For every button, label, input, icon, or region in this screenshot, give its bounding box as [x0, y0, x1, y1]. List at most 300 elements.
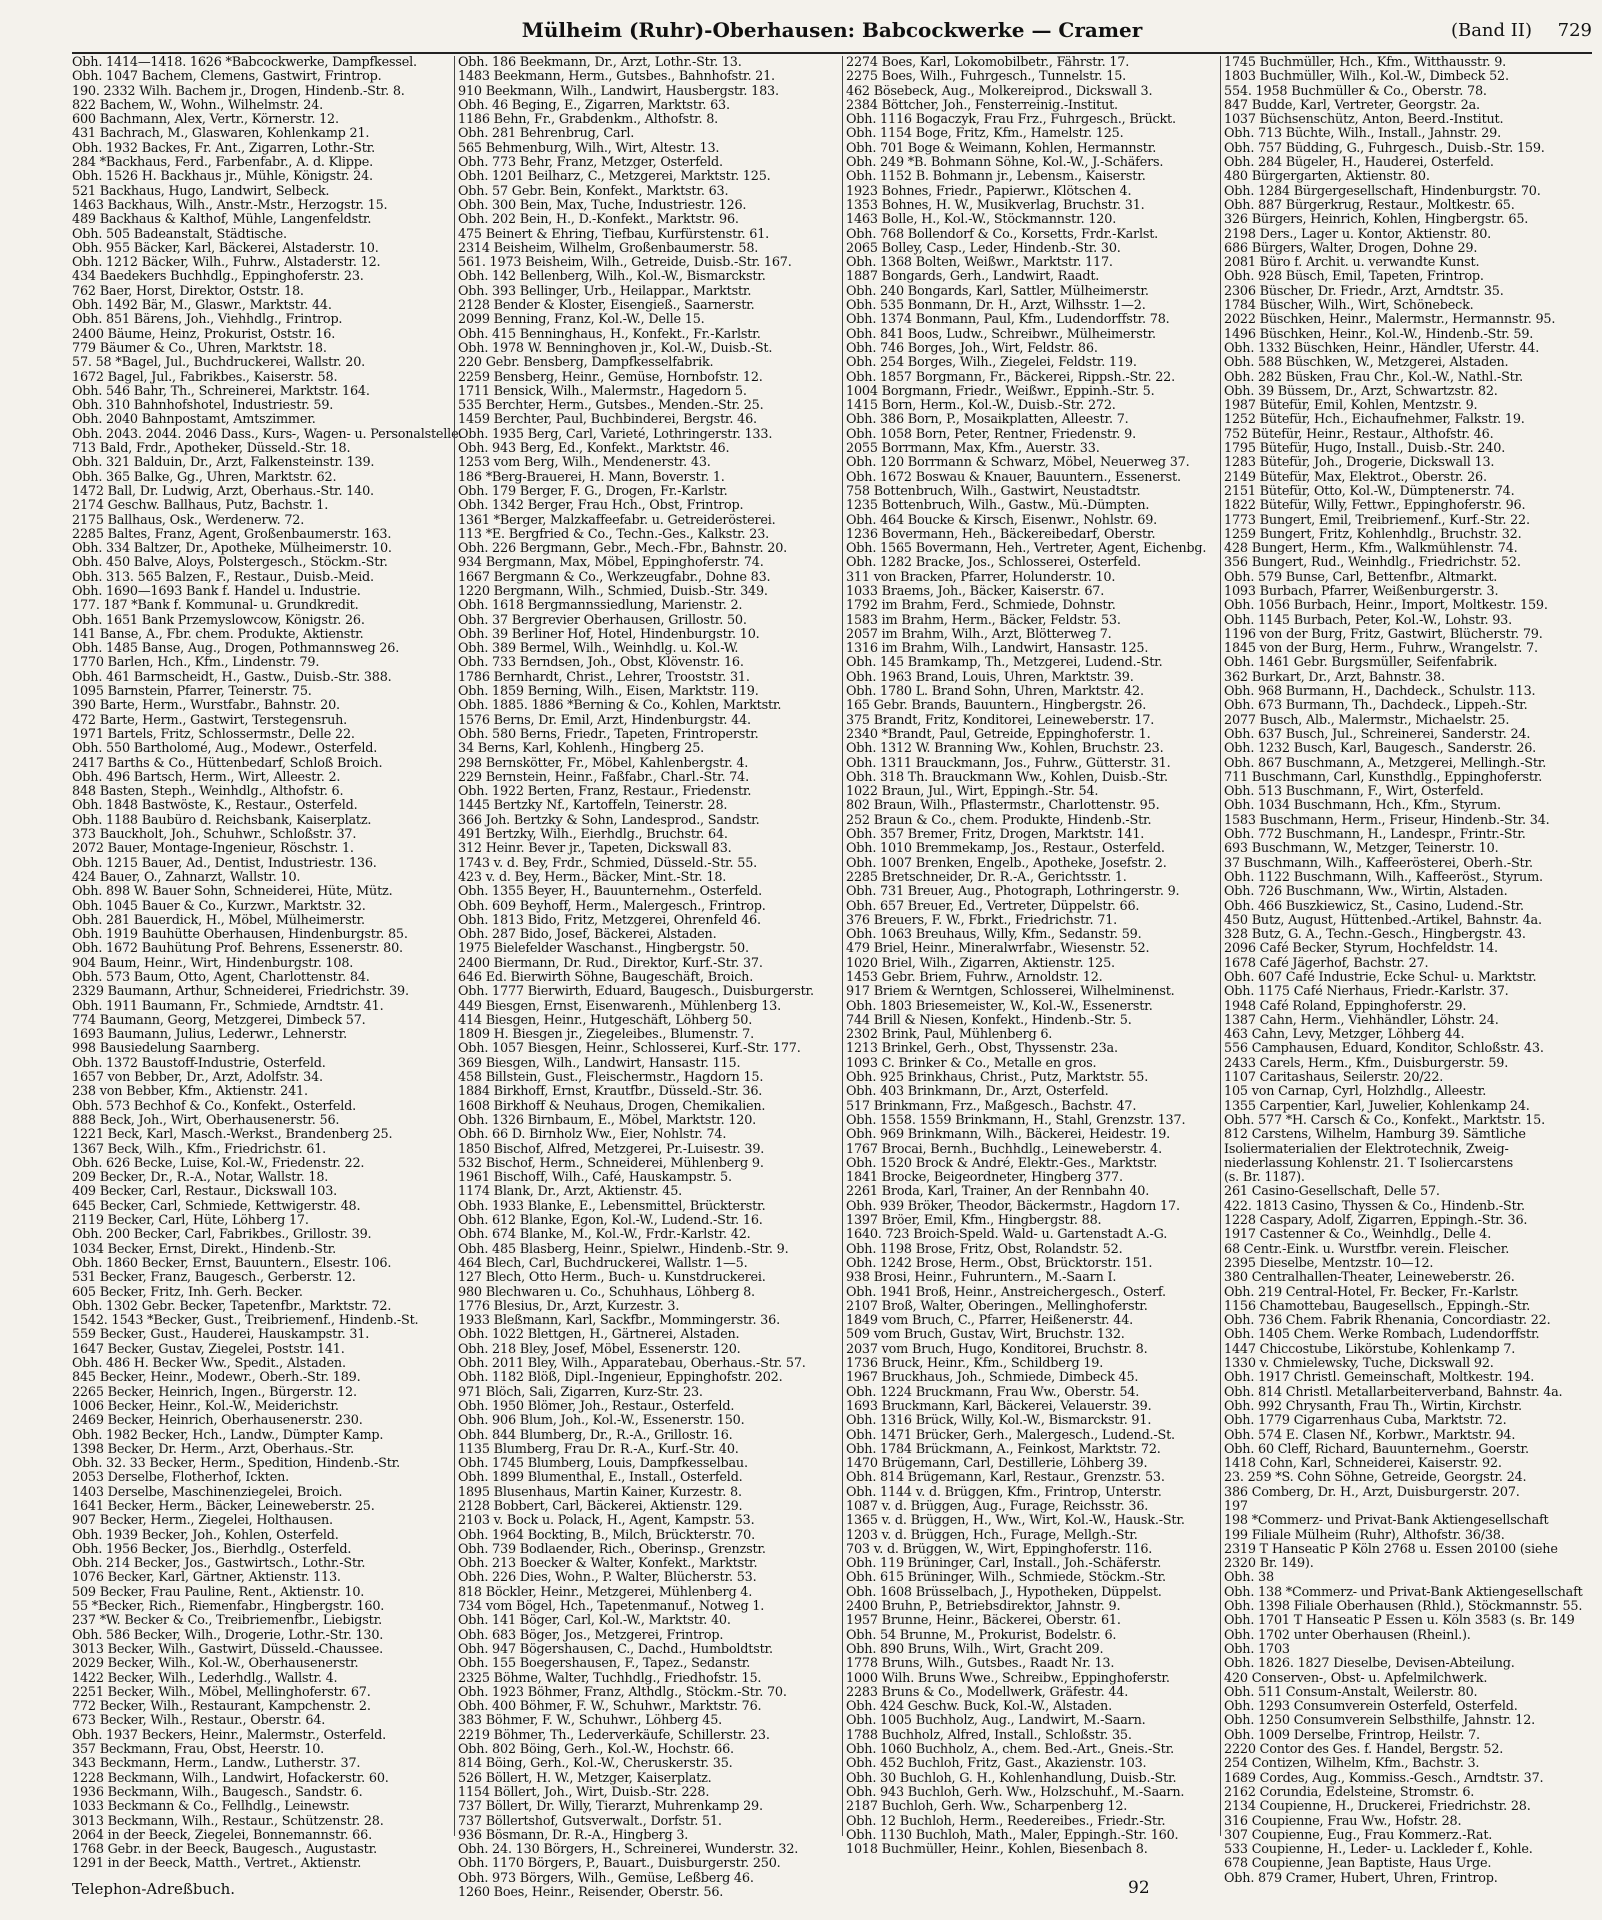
directory-entry: 703 v. d. Brüggen, W., Wirt, Eppinghoferstr. 116. [846, 1541, 1153, 1557]
directory-entry: 1667 Bergmann & Co., Werkzeugfabr., Dohne 83. [458, 569, 771, 585]
directory-entry: 2400 Bäume, Heinz, Prokurist, Oststr. 16. [72, 326, 336, 342]
directory-entry: Obh. 120 Borrmann & Schwarz, Möbel, Neuerweg 37. [846, 455, 1190, 471]
directory-entry: 1583 Buschmann, Herm., Friseur, Hindenb.-Str. 34. [1224, 812, 1550, 828]
directory-entry: (s. Br. 1187). [1224, 1170, 1305, 1186]
directory-entry: 971 Blöch, Sali, Zigarren, Kurz-Str. 23. [458, 1384, 703, 1400]
directory-entry: 2219 Böhmer, Th., Lederverkäufe, Schillerstr. 23. [458, 1727, 770, 1743]
directory-entry: Obh. 1923 Böhmer, Franz, Althdlg., Stöckm.-Str. 70. [458, 1684, 787, 1700]
directory-entry: Obh. 969 Brinkmann, Wilh., Bäckerei, Heidestr. 19. [846, 1127, 1171, 1143]
directory-entry: 1788 Buchholz, Alfred, Install., Schloßstr. 35. [846, 1727, 1132, 1743]
directory-entry: Obh. 1045 Bauer & Co., Kurzwr., Marktstr. 32. [72, 898, 366, 914]
directory-entry: 2096 Café Becker, Styrum, Hochfeldstr. 14. [1224, 941, 1498, 957]
directory-entry: Obh. 1492 Bär, M., Glaswr., Marktstr. 44. [72, 298, 332, 314]
directory-entry: 1365 v. d. Brüggen, H., Ww., Wirt, Kol.-W., Hausk.-Str. [846, 1513, 1185, 1529]
directory-entry: 2162 Corundia, Edelsteine, Stromstr. 6. [1224, 1784, 1475, 1800]
directory-entry: Obh. 1116 Bogaczyk, Frau Frz., Fuhrgesch., Brückt. [846, 112, 1176, 128]
directory-entry: 713 Bald, Frdr., Apotheker, Düsseld.-Str. 18. [72, 441, 351, 457]
directory-entry: Obh. 588 Büschken, W., Metzgerei, Alstaden. [1224, 355, 1509, 371]
directory-entry: Obh. 906 Blum, Joh., Kol.-W., Essenerstr. 150. [458, 1413, 745, 1429]
directory-entry: Obh. 1312 W. Branning Ww., Kohlen, Bruchstr. 23. [846, 741, 1164, 757]
directory-entry: Obh. 579 Bunse, Carl, Bettenfbr., Altmarkt. [1224, 569, 1498, 585]
directory-entry: Obh. 318 Th. Brauckmann Ww., Kohlen, Duisb.-Str. [846, 769, 1168, 785]
directory-entry: Obh. 60 Cleff, Richard, Bauunternehm., Goerstr. [1224, 1441, 1529, 1457]
directory-entry: 311 von Bracken, Pfarrer, Holunderstr. 10. [846, 569, 1116, 585]
directory-entry: Obh. 2040 Bahnpostamt, Amtszimmer. [72, 412, 316, 428]
directory-entry: 645 Becker, Carl, Schmiede, Kettwigerstr. 48. [72, 1198, 361, 1214]
directory-entry: Obh. 657 Breuer, Ed., Vertreter, Düppelstr. 66. [846, 898, 1140, 914]
directory-entry: Obh. 393 Bellinger, Urb., Heilappar., Marktstr. [458, 283, 752, 299]
directory-entry: 2064 in der Beeck, Ziegelei, Bonnemannstr. 66. [72, 1827, 372, 1843]
directory-entry: Obh. 731 Breuer, Aug., Photograph, Lothringerstr. 9. [846, 884, 1180, 900]
directory-entry: Obh. 1651 Bank Przemyslowcow, Königstr. 26. [72, 612, 365, 628]
directory-entry: 409 Becker, Carl, Restaur., Dickswall 103. [72, 1184, 338, 1200]
directory-entry: Obh. 673 Burmann, Th., Dachdeck., Lippeh.-Str. [1224, 698, 1528, 714]
directory-entry: Obh. 281 Bauerdick, H., Möbel, Mülheimerstr. [72, 912, 365, 928]
directory-entry: Obh. 1964 Bockting, B., Milch, Brückterstr. 70. [458, 1527, 755, 1543]
directory-entry: Obh. 1057 Biesgen, Heinr., Schlosserei, Kurf.-Str. 177. [458, 1041, 801, 1057]
directory-entry: 414 Biesgen, Heinr., Hutgeschäft, Löhberg 50. [458, 1012, 753, 1028]
directory-entry: Obh. 973 Börgers, Wilh., Gemüse, Leßberg 46. [458, 1870, 754, 1886]
directory-entry: Obh. 496 Bartsch, Herm., Wirt, Alleestr. 2. [72, 769, 341, 785]
directory-entry: Obh. 1859 Berning, Wilh., Eisen, Marktstr. 119. [458, 684, 759, 700]
directory-entry: 1961 Bischoff, Wilh., Café, Hauskampstr. 5. [458, 1170, 732, 1186]
directory-entry: 55 *Becker, Rich., Riemenfabr., Hingbergstr. 160. [72, 1599, 385, 1615]
directory-entry: Obh. 1311 Brauckmann, Jos., Fuhrw., Gütterstr. 31. [846, 755, 1171, 771]
directory-entry: Obh. 403 Brinkmann, Dr., Arzt, Osterfeld. [846, 1084, 1109, 1100]
directory-entry: 1933 Bleßmann, Karl, Sackfbr., Mommingerstr. 36. [458, 1313, 780, 1329]
directory-entry: 1975 Bielefelder Waschanst., Hingbergstr. 50. [458, 941, 749, 957]
directory-entry: 1792 im Brahm, Ferd., Schmiede, Dohnstr. [846, 598, 1116, 614]
directory-entry: 1803 Buchmüller, Wilh., Kol.-W., Dimbeck 52. [1224, 69, 1509, 85]
directory-entry: Obh. 12 Buchloh, Herm., Reedereibes., Friedr.-Str. [846, 1813, 1166, 1829]
directory-entry: 1672 Bagel, Jul., Fabrikbes., Kaiserstr. 58. [72, 369, 338, 385]
directory-entry: Obh. 66 D. Birnholz Ww., Eier, Nohlstr. 74. [458, 1127, 727, 1143]
directory-entry: 822 Bachem, W., Wohn., Wilhelmstr. 24. [72, 97, 324, 113]
directory-entry: 1583 im Brahm, Herm., Bäcker, Feldstr. 53. [846, 612, 1121, 628]
directory-entry: 848 Basten, Steph., Weinhdlg., Althofstr. 6. [72, 784, 344, 800]
directory-entry: 2275 Boes, Wilh., Fuhrgesch., Tunnelstr. 15. [846, 69, 1127, 85]
directory-entry: 1845 von der Burg, Herm., Fuhrw., Wrangelstr. 7. [1224, 641, 1538, 657]
directory-entry: 2285 Baltes, Franz, Agent, Großenbaumerstr. 163. [72, 526, 392, 542]
directory-entry: Obh. 955 Bäcker, Karl, Bäckerei, Alstaderstr. 10. [72, 240, 379, 256]
directory-entry: Obh. 1282 Bracke, Jos., Schlosserei, Osterfeld. [846, 555, 1141, 571]
directory-entry: Obh. 573 Baum, Otto, Agent, Charlottenstr. 84. [72, 970, 370, 985]
directory-entry: Obh. 1899 Blumenthal, E., Install., Osterfeld. [458, 1470, 743, 1486]
directory-entry: 312 Heinr. Bever jr., Tapeten, Dickswall 83. [458, 841, 732, 857]
directory-entry: 772 Becker, Wilh., Restaurant, Kampchenstr. 2. [72, 1699, 371, 1715]
directory-entry: Obh. 38 [1224, 1570, 1274, 1586]
directory-entry: Obh. 1857 Borgmann, Fr., Bäckerei, Rippsh.-Str. 22. [846, 369, 1175, 385]
directory-entry: 678 Coupienne, Jean Baptiste, Haus Urge. [1224, 1856, 1492, 1872]
directory-entry: Obh. 1145 Burbach, Peter, Kol.-W., Lohstr. 93. [1224, 612, 1512, 628]
directory-entry: 491 Bertzky, Wilh., Eierhdlg., Bruchstr. 64. [458, 827, 728, 843]
directory-entry: Obh. 1461 Gebr. Burgsmüller, Seifenfabrik. [1224, 655, 1498, 671]
directory-entry: Obh. 1672 Boswau & Knauer, Bauuntern., Essenerst. [846, 469, 1181, 485]
directory-entry: 1033 Braems, Joh., Bäcker, Kaiserstr. 67. [846, 583, 1105, 599]
directory-entry: 1496 Büschken, Heinr., Kol.-W., Hindenb.-Str. 59. [1224, 326, 1534, 342]
directory-entry: Obh. 757 Büdding, G., Fuhrgesch., Duisb.-Str. 159. [1224, 140, 1545, 156]
directory-entry: Obh. 1144 v. d. Brüggen, Kfm., Frintrop, Unterstr. [846, 1484, 1162, 1500]
directory-entry: Obh. 1332 Büschken, Heinr., Händler, Uferstr. 44. [1224, 340, 1540, 356]
directory-entry: Obh. 1060 Buchholz, A., chem. Bed.-Art., Gneis.-Str. [846, 1742, 1175, 1758]
directory-entry: 1004 Borgmann, Friedr., Weißwr., Eppinh.-Str. 5. [846, 383, 1155, 399]
directory-entry: Obh. 155 Boegershausen, F., Tapez., Sedanstr. [458, 1656, 751, 1672]
directory-entry: Obh. 1198 Brose, Fritz, Obst, Rolandstr. 52. [846, 1241, 1123, 1257]
directory-entry: 1022 Braun, Jul., Wirt, Eppingh.-Str. 54. [846, 784, 1099, 800]
directory-entry: Obh. 214 Becker, Jos., Gastwirtsch., Lothr.-Str. [72, 1556, 366, 1572]
directory-entry: 380 Centralhallen-Theater, Leineweberstr. 26. [1224, 1270, 1515, 1286]
directory-entry: 2306 Büscher, Dr. Friedr., Arzt, Arndtstr. 35. [1224, 283, 1504, 299]
directory-entry: 209 Becker, Dr., R.-A., Notar, Wallstr. 18. [72, 1170, 329, 1186]
directory-entry: 814 Böing, Gerh., Kol.-W., Cheruskerstr. 35. [458, 1756, 733, 1772]
directory-entry: 2319 T Hanseatic P Köln 2768 u. Essen 20100 (siehe [1224, 1541, 1558, 1557]
directory-entry: 517 Brinkmann, Frz., Maßgesch., Bachstr. 47. [846, 1098, 1137, 1114]
directory-entry: 424 Bauer, O., Zahnarzt, Wallstr. 10. [72, 869, 301, 885]
directory-entry: 1767 Brocai, Bernh., Buchhdlg., Leineweberstr. 4. [846, 1141, 1162, 1157]
directory-entry: 904 Baum, Heinr., Wirt, Hindenburgstr. 108. [72, 955, 354, 971]
directory-entry: 2072 Bauer, Montage-Ingenieur, Röschstr. 1. [72, 841, 354, 857]
directory-entry: 343 Beckmann, Herm., Landw., Lutherstr. 37. [72, 1756, 361, 1772]
directory-entry: 1895 Blusenhaus, Martin Kainer, Kurzestr. 8. [458, 1484, 742, 1500]
directory-entry: 1678 Café Jägerhof, Bachstr. 27. [1224, 955, 1429, 971]
directory-entry: Obh. 37 Bergrevier Oberhausen, Grillostr. 50. [458, 612, 747, 628]
directory-entry: 1463 Backhaus, Wilh., Anstr.-Mstr., Herzogstr. 15. [72, 197, 388, 213]
directory-entry: 1776 Blesius, Dr., Arzt, Kurzestr. 3. [458, 1298, 680, 1314]
directory-entry: Obh. 400 Böhmer, F. W., Schuhwr., Marktstr. 76. [458, 1699, 762, 1715]
directory-entry: 2261 Broda, Karl, Trainer, An der Rennbahn 40. [846, 1184, 1150, 1200]
directory-entry: 1107 Caritashaus, Seilerstr. 20/22. [1224, 1070, 1444, 1086]
directory-entry: Obh. 1010 Bremmekamp, Jos., Restaur., Osterfeld. [846, 841, 1165, 857]
directory-entry: Obh. 1316 Brück, Willy, Kol.-W., Bismarckstr. 91. [846, 1413, 1152, 1429]
directory-entry: Obh. 1034 Buschmann, Hch., Kfm., Styrum. [1224, 798, 1501, 814]
directory-entry: 1220 Bergmann, Wilh., Schmied, Duisb.-Str. 349. [458, 583, 768, 599]
directory-entry: Obh. 513 Buschmann, F., Wirt, Osterfeld. [1224, 784, 1484, 800]
directory-entry: 2320 Br. 149). [1224, 1556, 1314, 1572]
directory-entry: 1253 vom Berg, Wilh., Mendenerstr. 43. [458, 455, 711, 471]
directory-entry: 3013 Beckmann, Wilh., Restaur., Schützenstr. 28. [72, 1813, 384, 1829]
directory-entry: Obh. 1777 Bierwirth, Eduard, Baugesch., Duisburgerstr. [458, 984, 814, 1000]
directory-entry: 2433 Carels, Herm., Kfm., Duisburgerstr. 59. [1224, 1055, 1509, 1071]
directory-entry: Obh. 1326 Birnbaum, E., Möbel, Marktstr. 120. [458, 1112, 757, 1128]
directory-entry: Obh. 768 Bollendorf & Co., Korsetts, Frdr.-Karlst. [846, 226, 1159, 242]
directory-entry: 2037 vom Bruch, Hugo, Konditorei, Bruchstr. 8. [846, 1341, 1148, 1357]
directory-entry: Obh. 1826. 1827 Dieselbe, Devisen-Abteilung. [1224, 1656, 1515, 1672]
directory-entry: Obh. 637 Busch, Jul., Schreinerei, Sanderstr. 24. [1224, 726, 1531, 742]
directory-entry: Obh. 1005 Buchholz, Aug., Landwirt, M.-Saarn. [846, 1713, 1146, 1729]
directory-entry: 307 Coupienne, Eug., Frau Kommerz.-Rat. [1224, 1827, 1493, 1843]
directory-entry: Obh. 284 Bügeler, H., Hauderei, Osterfeld. [1224, 155, 1494, 171]
directory-entry: 376 Breuers, F. W., Fbrkt., Friedrichstr. 71. [846, 912, 1118, 928]
directory-entry: Obh. 1803 Briesemeister, W., Kol.-W., Essenerstr. [846, 998, 1153, 1014]
directory-entry: Obh. 1982 Becker, Hch., Landw., Dümpter Kamp. [72, 1427, 384, 1443]
directory-entry: 686 Bürgers, Walter, Drogen, Dohne 29. [1224, 240, 1478, 256]
directory-entry: 2134 Coupienne, H., Druckerei, Friedrichstr. 28. [1224, 1799, 1531, 1815]
directory-entry: Obh. 1405 Chem. Werke Rombach, Ludendorffstr. [1224, 1327, 1540, 1343]
directory-entry: Obh. 535 Bonmann, Dr. H., Arzt, Wilhsstr. 1—2. [846, 298, 1146, 314]
directory-entry: Obh. 615 Brüninger, Wilh., Schmiede, Stöckm.-Str. [846, 1570, 1166, 1586]
page-number: 729 [1557, 20, 1592, 41]
directory-entry: 998 Bausiedelung Saarnberg. [72, 1041, 260, 1057]
directory-entry: 1693 Baumann, Julius, Lederwr., Lehnerstr. [72, 1027, 347, 1043]
directory-entry: Obh. 389 Bermel, Wilh., Weinhdlg. u. Kol.-W. [458, 641, 739, 657]
directory-entry: 1745 Buchmüller, Hch., Kfm., Witthausstr. 9. [1224, 55, 1507, 70]
directory-entry: 390 Barte, Herm., Wurstfabr., Bahnstr. 20. [72, 698, 340, 714]
directory-entry: Obh. 249 *B. Bohmann Söhne, Kol.-W., J.-Schäfers. [846, 155, 1164, 171]
directory-entry: 1778 Bruns, Wilh., Gutsbes., Raadt Nr. 13. [846, 1656, 1115, 1672]
directory-entry: 2128 Bender & Kloster, Eisengieß., Saarnerstr. [458, 298, 755, 314]
directory-entry: Obh. 814 Christl. Metallarbeiterverband, Bahnstr. 4a. [1224, 1384, 1563, 1400]
directory-entry: 1711 Bensick, Wilh., Malermstr., Hagedorn 5. [458, 383, 747, 399]
directory-entry: 1647 Becker, Gustav, Ziegelei, Poststr. 141. [72, 1341, 345, 1357]
directory-entry: Obh. 1182 Blöß, Dipl.-Ingenieur, Eppinghofstr. 202. [458, 1370, 783, 1386]
directory-entry: 1422 Becker, Wilh., Lederhdlg., Wallstr. 4. [72, 1670, 338, 1686]
directory-entry: 938 Brosi, Heinr., Fuhruntern., M.-Saarn I. [846, 1270, 1117, 1286]
directory-entry: 1641 Becker, Herm., Bäcker, Leineweberstr. 25. [72, 1498, 375, 1514]
directory-entry: 526 Böllert, H. W., Metzger, Kaiserplatz. [458, 1770, 712, 1786]
directory-entry: Obh. 1063 Breuhaus, Willy, Kfm., Sedanstr. 59. [846, 927, 1142, 943]
directory-entry: 2128 Bobbert, Carl, Bäckerei, Aktienstr. 129. [458, 1498, 743, 1514]
directory-entry: 2022 Büschken, Heinr., Malermstr., Hermannstr. 95. [1224, 312, 1556, 328]
directory-entry: 847 Budde, Karl, Vertreter, Georgstr. 2a. [1224, 97, 1480, 113]
directory-entry: 261 Casino-Gesellschaft, Delle 57. [1224, 1184, 1440, 1200]
directory-entry: Obh. 386 Born, P., Mosaikplatten, Alleestr. 7. [846, 412, 1129, 428]
directory-entry: Obh. 1201 Beilharz, C., Metzgerei, Marktstr. 125. [458, 169, 771, 185]
directory-entry: Obh. 1935 Berg, Carl, Varieté, Lothringerstr. 133. [458, 426, 773, 442]
directory-entry: 600 Bachmann, Alex, Vertr., Körnerstr. 12. [72, 112, 339, 128]
directory-entry: 458 Billstein, Gust., Fleischermstr., Hagdorn 15. [458, 1070, 764, 1086]
directory-entry: 1884 Birkhoff, Ernst, Krautfbr., Düsseld.-Str. 36. [458, 1084, 763, 1100]
directory-entry: Obh. 1471 Brücker, Gerh., Malergesch., Ludend.-St. [846, 1427, 1175, 1443]
directory-entry: Obh. 1188 Baubüro d. Reichsbank, Kaiserplatz. [72, 812, 372, 828]
directory-column-4 [1220, 55, 1589, 1886]
directory-entry: Obh. 968 Burmann, H., Dachdeck., Schulstr. 113. [1224, 684, 1536, 700]
directory-entry: Obh. 1779 Cigarrenhaus Cuba, Marktstr. 72. [1224, 1413, 1507, 1429]
directory-entry: Obh. 1526 H. Backhaus jr., Mühle, Königstr. 24. [72, 169, 373, 185]
directory-entry: 475 Beinert & Ehring, Tiefbau, Kurfürstenstr. 61. [458, 226, 770, 242]
directory-entry: Obh. 511 Consum-Anstalt, Weilerstr. 80. [1224, 1684, 1478, 1700]
directory-entry: 450 Butz, August, Hüttenbed.-Artikel, Bahnstr. 4a. [1224, 912, 1542, 928]
directory-entry: 1316 im Brahm, Wilh., Landwirt, Hansastr. 125. [846, 641, 1149, 657]
directory-entry: Obh. 674 Blanke, M., Kol.-W., Frdr.-Karlstr. 42. [458, 1227, 751, 1243]
directory-entry: 1809 H. Biesgen jr., Ziegeleibes., Blumenstr. 7. [458, 1027, 754, 1043]
directory-entry: Obh. 867 Buschmann, A., Metzgerei, Mellingh.-Str. [1224, 755, 1547, 771]
directory-entry: 1203 v. d. Brüggen, Hch., Furage, Mellgh.-Str. [846, 1527, 1138, 1543]
directory-entry: 165 Gebr. Brands, Bauuntern., Hingbergstr. 26. [846, 698, 1147, 714]
directory-entry: 2053 Derselbe, Flotherhof, Ickten. [72, 1470, 290, 1486]
directory-column-2 [454, 55, 823, 1900]
directory-entry: Obh. 1932 Backes, Fr. Ant., Zigarren, Lothr.-Str. [72, 140, 376, 156]
directory-entry: 2265 Becker, Heinrich, Ingen., Bürgerstr. 12. [72, 1384, 357, 1400]
directory-entry: 254 Contizen, Wilhelm, Kfm., Bachstr. 3. [1224, 1756, 1480, 1772]
directory-entry: 2274 Boes, Karl, Lokomobilbetr., Fährstr. 17. [846, 55, 1130, 70]
directory-entry: Obh. 550 Bartholomé, Aug., Modewr., Osterfeld. [72, 741, 378, 757]
directory-entry: 1773 Bungert, Emil, Treibriemenf., Kurf.-Str. 22. [1224, 512, 1530, 528]
directory-entry: Obh. 145 Bramkamp, Th., Metzgerei, Ludend.-Str. [846, 655, 1163, 671]
directory-entry: Obh. 1963 Brand, Louis, Uhren, Marktstr. 39. [846, 669, 1134, 685]
directory-entry: 362 Burkart, Dr., Arzt, Bahnstr. 38. [1224, 669, 1445, 685]
directory-entry: Obh. 365 Balke, Gg., Uhren, Marktstr. 62. [72, 469, 337, 485]
directory-entry: Obh. 424 Geschw. Buck, Kol.-W., Alstaden. [846, 1699, 1112, 1715]
directory-entry: Obh. 546 Bahr, Th., Schreinerei, Marktstr. 164. [72, 383, 370, 399]
directory-entry: 2151 Bütefür, Otto, Kol.-W., Dümptenerstr. 74. [1224, 483, 1515, 499]
directory-entry: Obh. 464 Boucke & Kirsch, Eisenwr., Nohlstr. 69. [846, 512, 1158, 528]
directory-entry: 917 Briem & Werntgen, Schlosserei, Wilhelminenst. [846, 984, 1175, 1000]
directory-entry: 2220 Contor des Ges. f. Handel, Bergstr. 52. [1224, 1742, 1504, 1758]
directory-entry: Obh. 1009 Derselbe, Frintrop, Heilstr. 7. [1224, 1727, 1480, 1743]
directory-entry: Obh. 1703 [1224, 1641, 1290, 1657]
directory-entry: 2340 *Brandt, Paul, Getreide, Eppinghoferstr. 1. [846, 726, 1151, 742]
directory-entry: 2395 Dieselbe, Mentzstr. 10—12. [1224, 1255, 1434, 1271]
directory-entry: Obh. 1860 Becker, Ernst, Bauuntern., Elsestr. 106. [72, 1255, 392, 1271]
directory-entry: Obh. 1813 Bido, Fritz, Metzgerei, Ohrenfeld 46. [458, 912, 761, 928]
directory-entry: 758 Bottenbruch, Wilh., Gastwirt, Neustadtstr. [846, 483, 1141, 499]
directory-entry: 1936 Beckmann, Wilh., Baugesch., Sandstr. 6. [72, 1784, 363, 1800]
directory-entry: Obh. 1937 Beckers, Heinr., Malermstr., Osterfeld. [72, 1727, 386, 1743]
directory-entry: 2400 Bruhn, P., Betriebsdirektor, Jahnstr. 9. [846, 1599, 1121, 1615]
directory-entry: 356 Bungert, Rud., Weinhdlg., Friedrichstr. 52. [1224, 555, 1521, 571]
directory-entry: Obh. 461 Barmscheidt, H., Gastw., Duisb.-Str. 388. [72, 669, 392, 685]
directory-entry: 1822 Bütefür, Willy, Fettwr., Eppinghoferstr. 96. [1224, 498, 1526, 514]
directory-entry: Obh. 2043. 2044. 2046 Dass., Kurs-, Wagen- u. Personalstelle. [72, 426, 463, 442]
directory-entry: 1967 Bruckhaus, Joh., Schmiede, Dimbeck 45. [846, 1370, 1139, 1386]
directory-entry: 1849 vom Bruch, C., Pfarrer, Heißenerstr. 44. [846, 1313, 1134, 1329]
directory-entry: 1387 Cahn, Herm., Viehhändler, Löhstr. 24. [1224, 1012, 1499, 1028]
directory-entry: 737 Böllertshof, Gutsverwalt., Dorfstr. 51. [458, 1813, 722, 1829]
directory-entry: 812 Carstens, Wilhelm, Hamburg 39. Sämtliche [1224, 1127, 1526, 1143]
directory-entry: Obh. 240 Bongards, Karl, Sattler, Mülheimerstr. [846, 283, 1149, 299]
directory-entry: 1418 Cohn, Karl, Schneiderei, Kaiserstr. 92. [1224, 1456, 1502, 1472]
directory-entry: 779 Bäumer & Co., Uhren, Marktstr. 18. [72, 340, 327, 356]
directory-entry: 646 Ed. Bierwirth Söhne, Baugeschäft, Broich. [458, 970, 754, 985]
directory-entry: 198 *Commerz- und Privat-Bank Aktiengesellschaft [1224, 1513, 1549, 1529]
directory-entry: Obh. 992 Chrysanth, Frau Th., Wirtin, Kirchstr. [1224, 1398, 1522, 1414]
directory-entry: Obh. 1690—1693 Bank f. Handel u. Industrie. [72, 583, 361, 599]
directory-entry: 1076 Becker, Karl, Gärtner, Aktienstr. 113. [72, 1570, 341, 1586]
directory-entry: Obh. 1130 Buchloh, Math., Maler, Eppingh.-Str. 160. [846, 1827, 1179, 1843]
directory-entry: 2149 Bütefür, Max, Elektrot., Oberstr. 26. [1224, 469, 1487, 485]
page-title: Mülheim (Ruhr)-Oberhausen: Babcockwerke — Cramer [521, 18, 1143, 42]
directory-entry: 1887 Bongards, Gerh., Landwirt, Raadt. [846, 269, 1100, 285]
directory-entry: 449 Biesgen, Ernst, Eisenwarenh., Mühlenberg 13. [458, 998, 781, 1014]
directory-entry: Obh. 486 H. Becker Ww., Spedit., Alstaden. [72, 1356, 346, 1372]
directory-entry: Obh. 179 Berger, F. G., Drogen, Fr.-Karlstr. [458, 483, 728, 499]
directory-entry: Obh. 1414—1418. 1626 *Babcockwerke, Dampfkessel. [72, 55, 417, 70]
directory-entry: Obh. 851 Bärens, Joh., Viehhdlg., Frintrop. [72, 312, 343, 328]
directory-entry: Obh. 1780 L. Brand Sohn, Uhren, Marktstr. 42. [846, 684, 1144, 700]
directory-entry: Obh. 1933 Blanke, E., Lebensmittel, Brückterstr. [458, 1198, 766, 1214]
directory-entry: 238 von Bebber, Kfm., Aktienstr. 241. [72, 1084, 308, 1100]
directory-entry: Obh. 1701 T Hanseatic P Essen u. Köln 3583 (s. Br. 149 [1224, 1613, 1575, 1629]
directory-entry: 1037 Büchsenschütz, Anton, Beerd.-Institut. [1224, 112, 1504, 128]
directory-entry: 2174 Geschw. Ballhaus, Putz, Bachstr. 1. [72, 498, 329, 514]
directory-entry: 1445 Bertzky Nf., Kartoffeln, Teinerstr. 28. [458, 798, 728, 814]
directory-entry: 229 Bernstein, Heinr., Faßfabr., Charl.-Str. 74. [458, 769, 749, 785]
directory-entry: Obh. 1911 Baumann, Fr., Schmiede, Arndtstr. 41. [72, 998, 384, 1014]
directory-entry: 818 Böckler, Heinr., Metzgerei, Mühlenberg 4. [458, 1584, 753, 1600]
directory-entry: Obh. 1302 Gebr. Becker, Tapetenfbr., Marktstr. 72. [72, 1298, 392, 1314]
directory-entry: Obh. 1672 Bauhütung Prof. Behrens, Essenerstr. 80. [72, 941, 403, 957]
directory-entry: Obh. 802 Böing, Gerh., Kol.-W., Hochstr. 66. [458, 1742, 734, 1758]
directory-entry: Obh. 1950 Blömer, Joh., Restaur., Osterfeld. [458, 1398, 735, 1414]
directory-entry: 2029 Becker, Wilh., Kol.-W., Oberhausenerstr. [72, 1656, 359, 1672]
directory-entry: 744 Brill & Niesen, Konfekt., Hindenb.-Str. 5. [846, 1012, 1132, 1028]
directory-entry: 2400 Biermann, Dr. Rud., Direktor, Kurf.-Str. 37. [458, 955, 763, 971]
directory-entry: 1483 Beekmann, Herm., Gutsbes., Bahnhofstr. 21. [458, 69, 775, 85]
directory-entry: Obh. 1250 Consumverein Selbsthilfe, Jahnstr. 12. [1224, 1713, 1536, 1729]
directory-entry: 1743 v. d. Bey, Frdr., Schmied, Düsseld.-Str. 55. [458, 855, 758, 871]
directory-entry: 1640. 723 Broich-Speld. Wald- u. Gartenstadt A.-G. [846, 1227, 1168, 1243]
directory-entry: Obh. 1058 Born, Peter, Rentner, Friedenstr. 9. [846, 426, 1136, 442]
directory-entry: Obh. 357 Bremer, Fritz, Drogen, Marktstr. 141. [846, 827, 1145, 843]
directory-entry: 472 Barte, Herm., Gastwirt, Terstegensruh. [72, 712, 348, 728]
directory-entry: 1841 Brocke, Beigeordneter, Hingberg 377. [846, 1170, 1123, 1186]
directory-entry: Obh. 879 Cramer, Hubert, Uhren, Frintrop. [1224, 1870, 1498, 1886]
directory-entry: 431 Bachrach, M., Glaswaren, Kohlenkamp 21. [72, 126, 370, 142]
directory-entry: 2099 Benning, Franz, Kol.-W., Delle 15. [458, 312, 705, 328]
directory-entry: 2314 Beisheim, Wilhelm, Großenbaumerstr. 58. [458, 240, 759, 256]
directory-entry: 237 *W. Becker & Co., Treibriemenfbr., Liebigstr. [72, 1613, 382, 1629]
directory-entry: 386 Comberg, Dr. H., Arzt, Duisburgerstr. 207. [1224, 1484, 1520, 1500]
directory-entry: 1542. 1543 *Becker, Gust., Treibriemenf., Hindenb.-St. [72, 1313, 419, 1329]
directory-entry: 2325 Böhme, Walter, Tuchhdlg., Friedhofstr. 15. [458, 1670, 762, 1686]
directory-entry: 1033 Beckmann & Co., Fellhdlg., Leinewstr. [72, 1799, 350, 1815]
directory-entry: Obh. 415 Benninghaus, H., Konfekt., Fr.-Karlstr. [458, 326, 761, 342]
directory-entry: Obh. 281 Behrenbrug, Carl. [458, 126, 635, 142]
directory-entry: 328 Butz, G. A., Techn.-Gesch., Hingbergstr. 43. [1224, 927, 1526, 943]
directory-entry: Obh. 310 Bahnhofshotel, Industriestr. 59. [72, 398, 334, 414]
directory-entry: 1786 Bernhardt, Christ., Lehrer, Trooststr. 31. [458, 669, 750, 685]
directory-entry: 462 Bösebeck, Aug., Molkereiprod., Dickswall 3. [846, 83, 1153, 99]
volume-label: (Band II) [1450, 20, 1532, 41]
directory-entry: 113 *E. Bergfried & Co., Techn.-Ges., Kalkstr. 23. [458, 526, 770, 542]
directory-entry: 1355 Carpentier, Karl, Juwelier, Kohlenkamp 24. [1224, 1098, 1530, 1114]
directory-entry: 2384 Böttcher, Joh., Fensterreinig.-Institut. [846, 97, 1118, 113]
directory-entry: 1768 Gebr. in der Beeck, Baugesch., Augustastr. [72, 1842, 377, 1858]
directory-entry: Obh. 586 Becker, Wilh., Drogerie, Lothr.-Str. 130. [72, 1627, 384, 1643]
directory-entry: Obh. 939 Bröker, Theodor, Bäckermstr., Hagdorn 17. [846, 1198, 1180, 1214]
directory-entry: Obh. 1293 Consumverein Osterfeld, Osterfeld. [1224, 1699, 1518, 1715]
directory-entry: Obh. 119 Brüninger, Carl, Install., Joh.-Schäferstr. [846, 1556, 1162, 1572]
directory-entry: 1174 Blank, Dr., Arzt, Aktienstr. 45. [458, 1184, 682, 1200]
directory-entry: Obh. 1558. 1559 Brinkmann, H., Stahl, Grenzstr. 137. [846, 1112, 1186, 1128]
directory-entry: Obh. 1154 Boge, Fritz, Kfm., Hamelstr. 125. [846, 126, 1124, 142]
directory-entry: 888 Beck, Joh., Wirt, Oberhausenerstr. 56. [72, 1112, 340, 1128]
directory-entry: Obh. 1212 Bäcker, Wilh., Fuhrw., Alstaderstr. 12. [72, 255, 381, 271]
directory-entry: 673 Becker, Wilh., Restaur., Oberstr. 64. [72, 1713, 326, 1729]
directory-entry: 434 Baedekers Buchhdlg., Eppinghoferstr. 23. [72, 269, 364, 285]
directory-entry: 531 Becker, Franz, Baugesch., Gerberstr. 12. [72, 1270, 356, 1286]
directory-entry: Obh. 844 Blumberg, Dr., R.-A., Grillostr. 16. [458, 1427, 733, 1443]
directory-entry: 3013 Becker, Wilh., Gastwirt, Düsseld.-Chaussee. [72, 1641, 384, 1657]
directory-entry: Obh. 466 Buszkiewicz, St., Casino, Ludend.-Str. [1224, 898, 1524, 914]
directory-entry: niederlassung Kohlenstr. 21. T Isoliercarstens [1224, 1155, 1514, 1171]
directory-entry: 980 Blechwaren u. Co., Schuhhaus, Löhberg 8. [458, 1284, 755, 1300]
directory-entry: 1971 Bartels, Fritz, Schlossermstr., Delle 22. [72, 726, 355, 742]
directory-entry: 422. 1813 Casino, Thyssen & Co., Hindenb.-Str. [1224, 1198, 1525, 1214]
directory-entry: 561. 1973 Beisheim, Wilh., Getreide, Duisb.-Str. 167. [458, 255, 792, 271]
directory-entry: Obh. 814 Brügemann, Karl, Restaur., Grenzstr. 53. [846, 1470, 1165, 1486]
directory-entry: 559 Becker, Gust., Hauderei, Hauskampstr. 31. [72, 1327, 370, 1343]
directory-entry: 1260 Boes, Heinr., Reisender, Oberstr. 56. [458, 1885, 724, 1900]
directory-entry: Obh. 54 Brunne, M., Prokurist, Bodelstr. 6. [846, 1627, 1117, 1643]
directory-entry: Obh. 1618 Bergmannssiedlung, Marienstr. 2. [458, 598, 743, 614]
directory-entry: Obh. 321 Balduin, Dr., Arzt, Falkensteinstr. 139. [72, 455, 375, 471]
directory-entry: 298 Bernskötter, Fr., Möbel, Kahlenbergstr. 4. [458, 755, 749, 771]
directory-entry: Obh. 141 Böger, Carl, Kol.-W., Marktstr. 40. [458, 1613, 731, 1629]
directory-entry: Obh. 287 Bido, Josef, Bäckerei, Alstaden. [458, 927, 717, 943]
directory-entry: 34 Berns, Karl, Kohlenh., Hingberg 25. [458, 741, 705, 757]
directory-entry: 316 Coupienne, Frau Ww., Hofstr. 28. [1224, 1813, 1462, 1829]
